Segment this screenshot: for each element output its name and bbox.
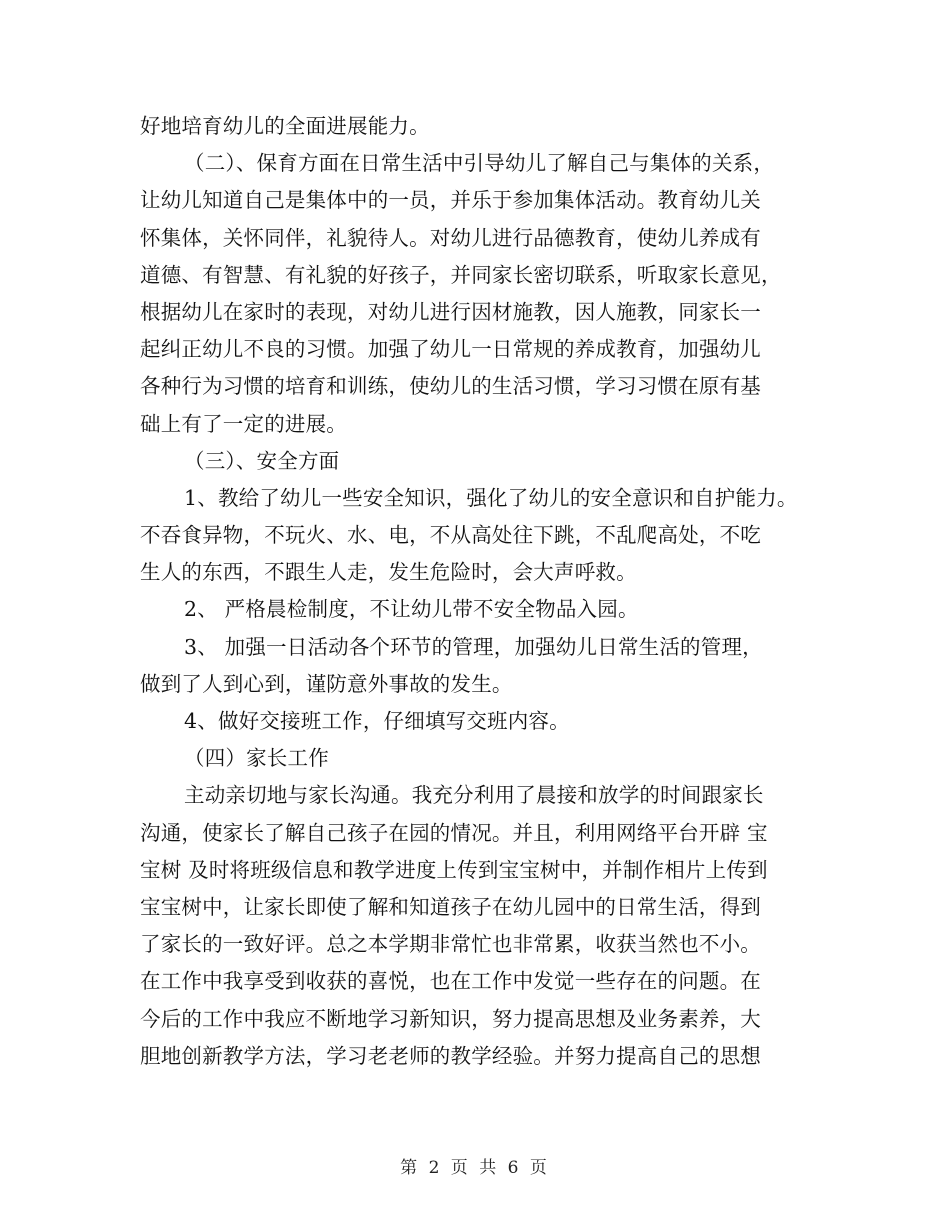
page-number-footer: 第 2 页 共 6 页: [400, 1158, 550, 1178]
text-line: 主动亲切地与家长沟通。我充分利用了晨接和放学的时间跟家长: [184, 783, 764, 808]
text-line: 在工作中我享受到收获的喜悦，也在工作中发觉一些存在的问题。在: [140, 969, 761, 994]
text-line: 做到了人到心到，谨防意外事故的发生。: [140, 671, 513, 696]
text-line: 不吞食异物，不玩火、水、电，不从高处往下跳，不乱爬高处，不吃: [140, 523, 761, 548]
text-line: 各种行为习惯的培育和训练，使幼儿的生活习惯，学习习惯在原有基: [140, 374, 761, 399]
text-line: 生人的东西，不跟生人走，发生危险时，会大声呼救。: [140, 560, 637, 585]
text-line: 2、 严格晨检制度，不让幼儿带不安全物品入园。: [184, 597, 639, 622]
text-line: 胆地创新教学方法，学习老老师的教学经验。并努力提高自己的思想: [140, 1043, 761, 1068]
section-heading: （三）、安全方面: [184, 448, 340, 473]
text-line: 让幼儿知道自己是集体中的一员，并乐于参加集体活动。教育幼儿关: [140, 188, 761, 213]
text-line: 根据幼儿在家时的表现，对幼儿进行因材施教，因人施教，同家长一: [140, 299, 761, 324]
text-line: 怀集体，关怀同伴，礼貌待人。对幼儿进行品德教育，使幼儿养成有: [140, 225, 761, 250]
text-line: 起纠正幼儿不良的习惯。加强了幼儿一日常规的养成教育，加强幼儿: [140, 337, 761, 362]
text-line: 宝宝树中，让家长即使了解和知道孩子在幼儿园中的日常生活，得到: [140, 894, 761, 919]
document-body: [140, 108, 820, 1075]
text-line: 好地培育幼儿的全面进展能力。: [140, 114, 430, 138]
text-line: 宝树 及时将班级信息和教学进度上传到宝宝树中，并制作相片上传到: [140, 857, 768, 882]
text-line: 1、教给了幼儿一些安全知识，强化了幼儿的安全意识和自护能力。: [184, 485, 798, 510]
text-line: 4、做好交接班工作，仔细填写交班内容。: [184, 709, 570, 733]
text-line: 础上有了一定的进展。: [140, 411, 347, 436]
text-line: 今后的工作中我应不断地学习新知识，努力提高思想及业务素养，大: [140, 1006, 761, 1031]
text-line: 了家长的一致好评。总之本学期非常忙也非常累，收获当然也不小。: [140, 932, 761, 957]
text-line: 沟通，使家长了解自己孩子在园的情况。并且，利用网络平台开辟 宝: [140, 820, 768, 845]
text-line: 道德、有智慧、有礼貌的好孩子，并同家长密切联系，听取家长意见，: [140, 262, 782, 287]
text-line: 3、 加强一日活动各个环节的管理，加强幼儿日常生活的管理，: [184, 634, 763, 659]
text-line: （二）、保育方面在日常生活中引导幼儿了解自己与集体的关系，: [184, 151, 775, 176]
section-heading: （四）家长工作: [184, 746, 329, 771]
